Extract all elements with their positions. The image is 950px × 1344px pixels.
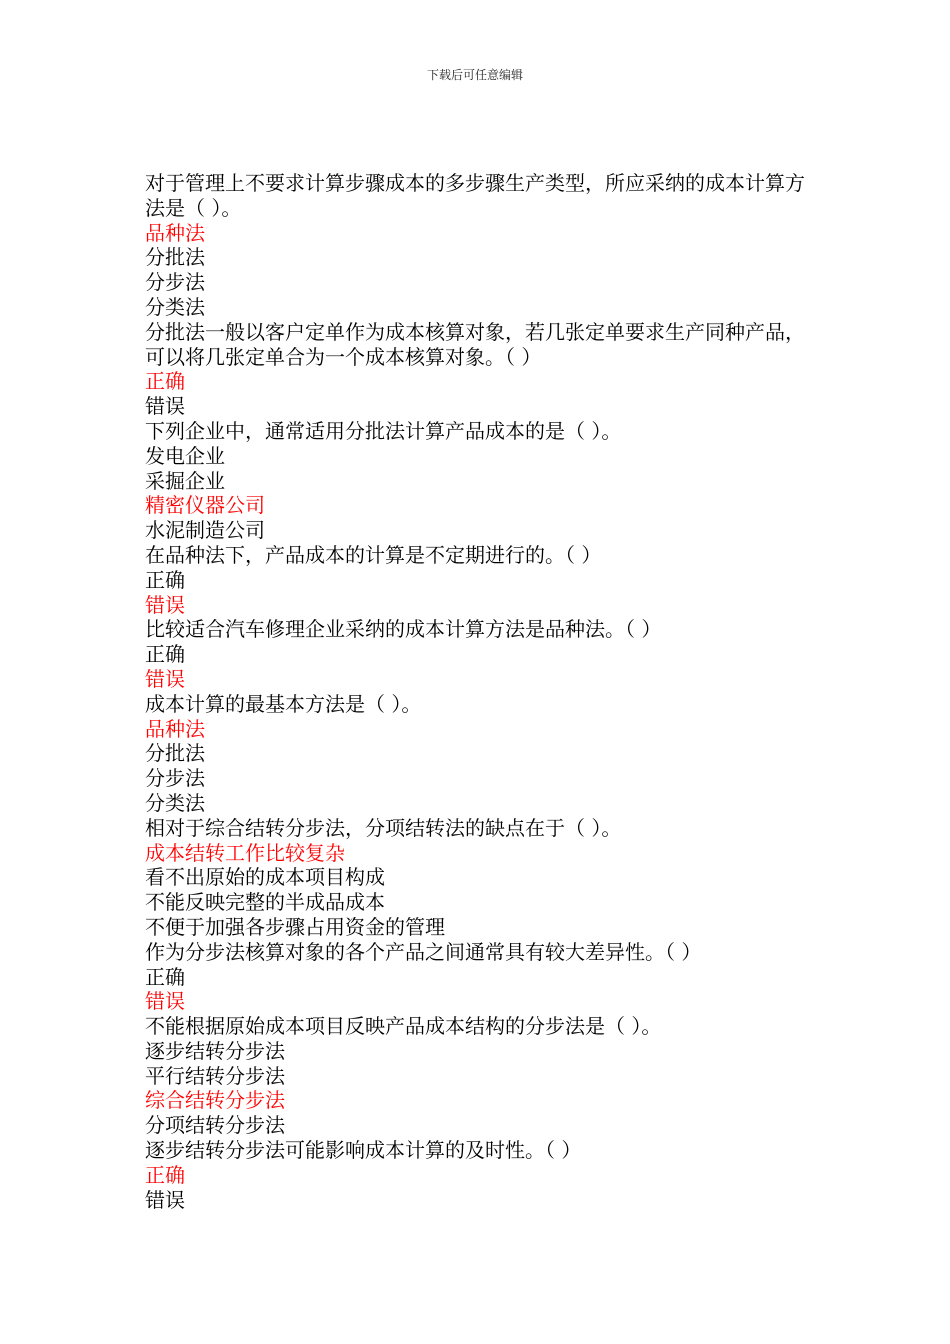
text-line: 发电企业: [145, 443, 225, 468]
text-line: 分类法: [145, 294, 205, 319]
text-line: 不便于加强各步骤占用资金的管理: [145, 914, 445, 939]
text-line: 下列企业中，通常适用分批法计算产品成本的是（ ）。: [145, 418, 622, 443]
correct-answer-line: 正确: [145, 369, 185, 394]
text-line: 分步法: [145, 270, 205, 295]
text-line: 逐步结转分步法可能影响成本计算的及时性。（ ）: [145, 1138, 582, 1163]
text-line: 错误: [145, 394, 185, 419]
correct-answer-line: 错误: [145, 989, 185, 1014]
text-line: 分项结转分步法: [145, 1113, 285, 1138]
text-line: 错误: [145, 1187, 185, 1212]
text-line: 逐步结转分步法: [145, 1038, 285, 1063]
page-header: 下载后可任意编辑: [426, 68, 523, 82]
text-line: 水泥制造公司: [145, 518, 265, 543]
correct-answer-line: 错误: [145, 592, 185, 617]
text-line: 比较适合汽车修理企业采纳的成本计算方法是品种法。（ ）: [145, 617, 662, 642]
text-line: 分批法: [145, 741, 205, 766]
correct-answer-line: 成本结转工作比较复杂: [145, 840, 345, 865]
text-line: 在品种法下，产品成本的计算是不定期进行的。（ ）: [145, 542, 602, 567]
text-line: 分类法: [145, 790, 205, 815]
correct-answer-line: 综合结转分步法: [145, 1088, 285, 1113]
document-body: [145, 171, 810, 1212]
text-line: 采掘企业: [145, 468, 225, 493]
text-line: 分批法: [145, 245, 205, 270]
correct-answer-line: 错误: [145, 666, 185, 691]
correct-answer-line: 品种法: [145, 220, 205, 245]
text-line: 分批法一般以客户定单作为成本核算对象，若几张定单要求生产同种产品，可以将几张定单合为一个成本核算对象。（ ）: [145, 319, 805, 369]
text-line: 不能反映完整的半成品成本: [145, 890, 385, 915]
text-line: 正确: [145, 567, 185, 592]
text-line: 分步法: [145, 766, 205, 791]
text-line: 平行结转分步法: [145, 1063, 285, 1088]
text-line: 看不出原始的成本项目构成: [145, 865, 385, 890]
text-line: 对于管理上不要求计算步骤成本的多步骤生产类型，所应采纳的成本计算方法是（ ）。: [145, 171, 805, 220]
text-line: 成本计算的最基本方法是（ ）。: [145, 691, 422, 716]
correct-answer-line: 品种法: [145, 716, 205, 741]
text-line: 正确: [145, 642, 185, 667]
correct-answer-line: 正确: [145, 1162, 185, 1187]
text-line: 相对于综合结转分步法，分项结转法的缺点在于（ ）。: [145, 815, 622, 840]
text-line: 正确: [145, 964, 185, 989]
correct-answer-line: 精密仪器公司: [145, 493, 265, 518]
text-line: 作为分步法核算对象的各个产品之间通常具有较大差异性。（ ）: [145, 939, 702, 964]
text-line: 不能根据原始成本项目反映产品成本结构的分步法是（ ）。: [145, 1014, 662, 1039]
